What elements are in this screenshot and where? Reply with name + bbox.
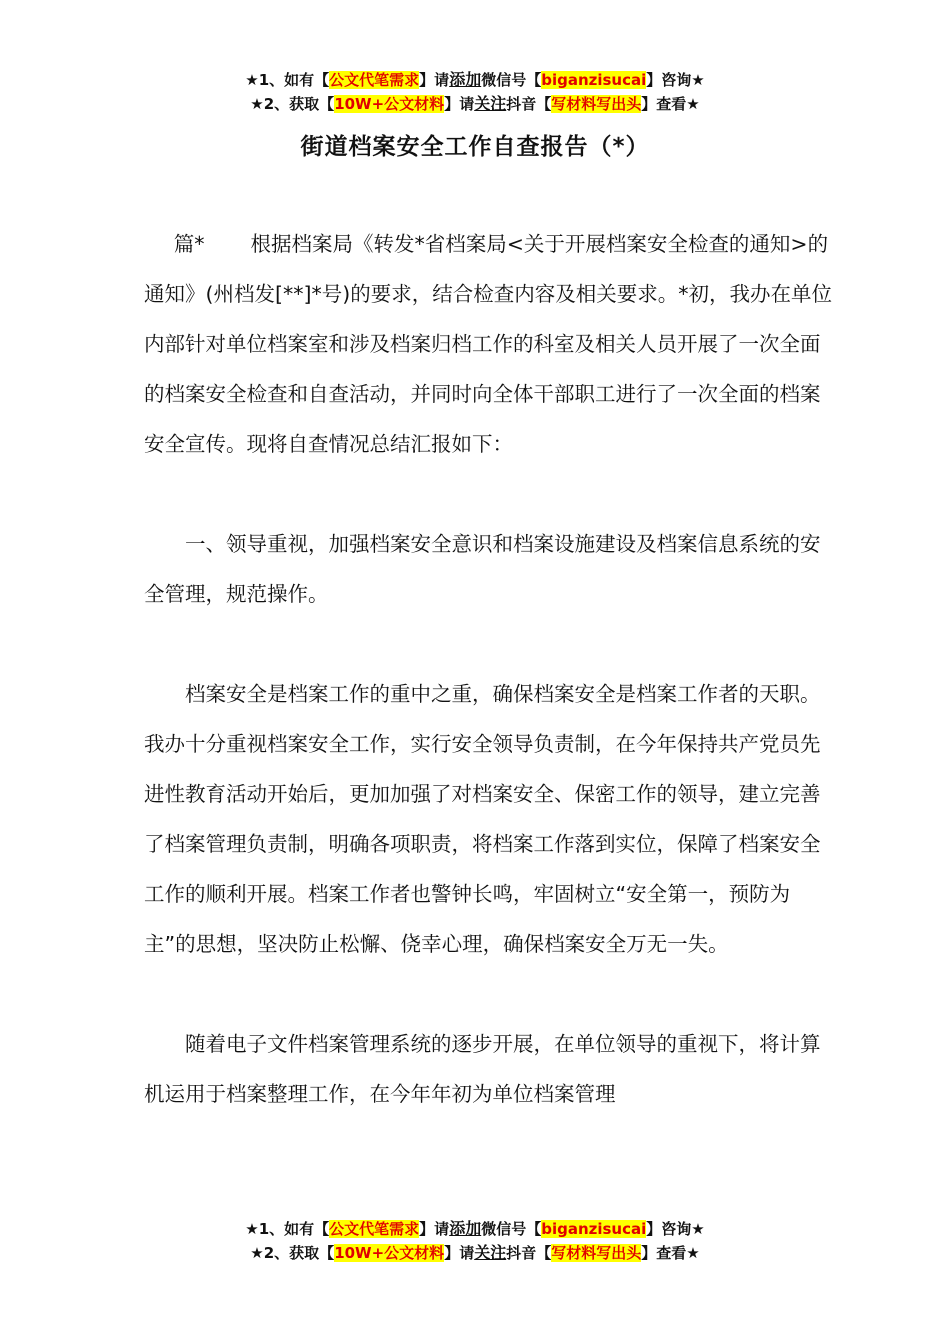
promo-text: ★1、如有【	[245, 1220, 330, 1238]
promo-underlined: 关注	[474, 94, 507, 113]
paragraph-text: 根据档案局《转发*省档案局<关于开展档案安全检查的通知>的通知》(州档发[**]*号)的要求，结合检查内容及相关要求。*初，我办在单位内部针对单位档案室和涉及档案归档工作的科室及相关人员开展了一次全面的档案安全检查和自查活动，并同时向全体干部职工进行了一次全面的档案安全宣传。现将自查情况总结汇报如下：	[144, 232, 832, 456]
promo-text: 】咨询★	[646, 71, 705, 89]
promo-text: 】请	[444, 1244, 475, 1262]
promo-underlined: 添加	[449, 70, 482, 89]
promo-text: 微信号【	[481, 71, 542, 89]
promo-text: 】咨询★	[646, 1220, 705, 1238]
document-body	[144, 219, 834, 1119]
promo-line-1	[0, 68, 950, 92]
paragraph	[144, 219, 834, 469]
promo-highlight: 公文代笔需求	[329, 1220, 420, 1238]
promo-highlight-wechat: biganzisucai	[541, 1220, 647, 1238]
promo-highlight: 10W+公文材料	[334, 1244, 445, 1262]
promo-text: ★2、获取【	[250, 1244, 335, 1262]
promo-highlight: 公文代笔需求	[329, 71, 420, 89]
promo-highlight-wechat: biganzisucai	[541, 71, 647, 89]
promo-line-1	[0, 1217, 950, 1241]
promo-underlined: 关注	[474, 1243, 507, 1262]
promo-banner-bottom	[0, 1217, 950, 1265]
promo-text: 抖音【	[506, 95, 552, 113]
promo-highlight: 10W+公文材料	[334, 95, 445, 113]
promo-text: ★2、获取【	[250, 95, 335, 113]
promo-banner-top	[0, 68, 950, 116]
promo-text: 】查看★	[641, 95, 700, 113]
lead-label: 篇*	[173, 232, 205, 256]
promo-highlight-douyin: 写材料写出头	[551, 1244, 642, 1262]
promo-highlight-douyin: 写材料写出头	[551, 95, 642, 113]
promo-text: 】请	[444, 95, 475, 113]
promo-text: 】请	[419, 71, 450, 89]
document-title: 街道档案安全工作自查报告（*）	[300, 134, 650, 160]
paragraph: 档案安全是档案工作的重中之重，确保档案安全是档案工作者的天职。我办十分重视档案安全工作，实行安全领导负责制，在今年保持共产党员先进性教育活动开始后，更加加强了对档案安全、保密工作的领导，建立完善了档案管理负责制，明确各项职责，将档案工作落到实位，保障了档案安全工作的顺利开展。档案工作者也警钟长鸣，牢固树立“安全第一，预防为主”的思想，坚决防止松懈、侥幸心理，确保档案安全万无一失。	[144, 682, 821, 956]
promo-text: 抖音【	[506, 1244, 552, 1262]
section-heading: 一、领导重视，加强档案安全意识和档案设施建设及档案信息系统的安全管理，规范操作。	[144, 532, 821, 606]
promo-text: ★1、如有【	[245, 71, 330, 89]
promo-underlined: 添加	[449, 1219, 482, 1238]
promo-text: 】查看★	[641, 1244, 700, 1262]
promo-line-2	[0, 92, 950, 116]
promo-text: 】请	[419, 1220, 450, 1238]
promo-text: 微信号【	[481, 1220, 542, 1238]
paragraph: 随着电子文件档案管理系统的逐步开展，在单位领导的重视下，将计算机运用于档案整理工作，在今年年初为单位档案管理	[144, 1032, 821, 1106]
promo-line-2	[0, 1241, 950, 1265]
